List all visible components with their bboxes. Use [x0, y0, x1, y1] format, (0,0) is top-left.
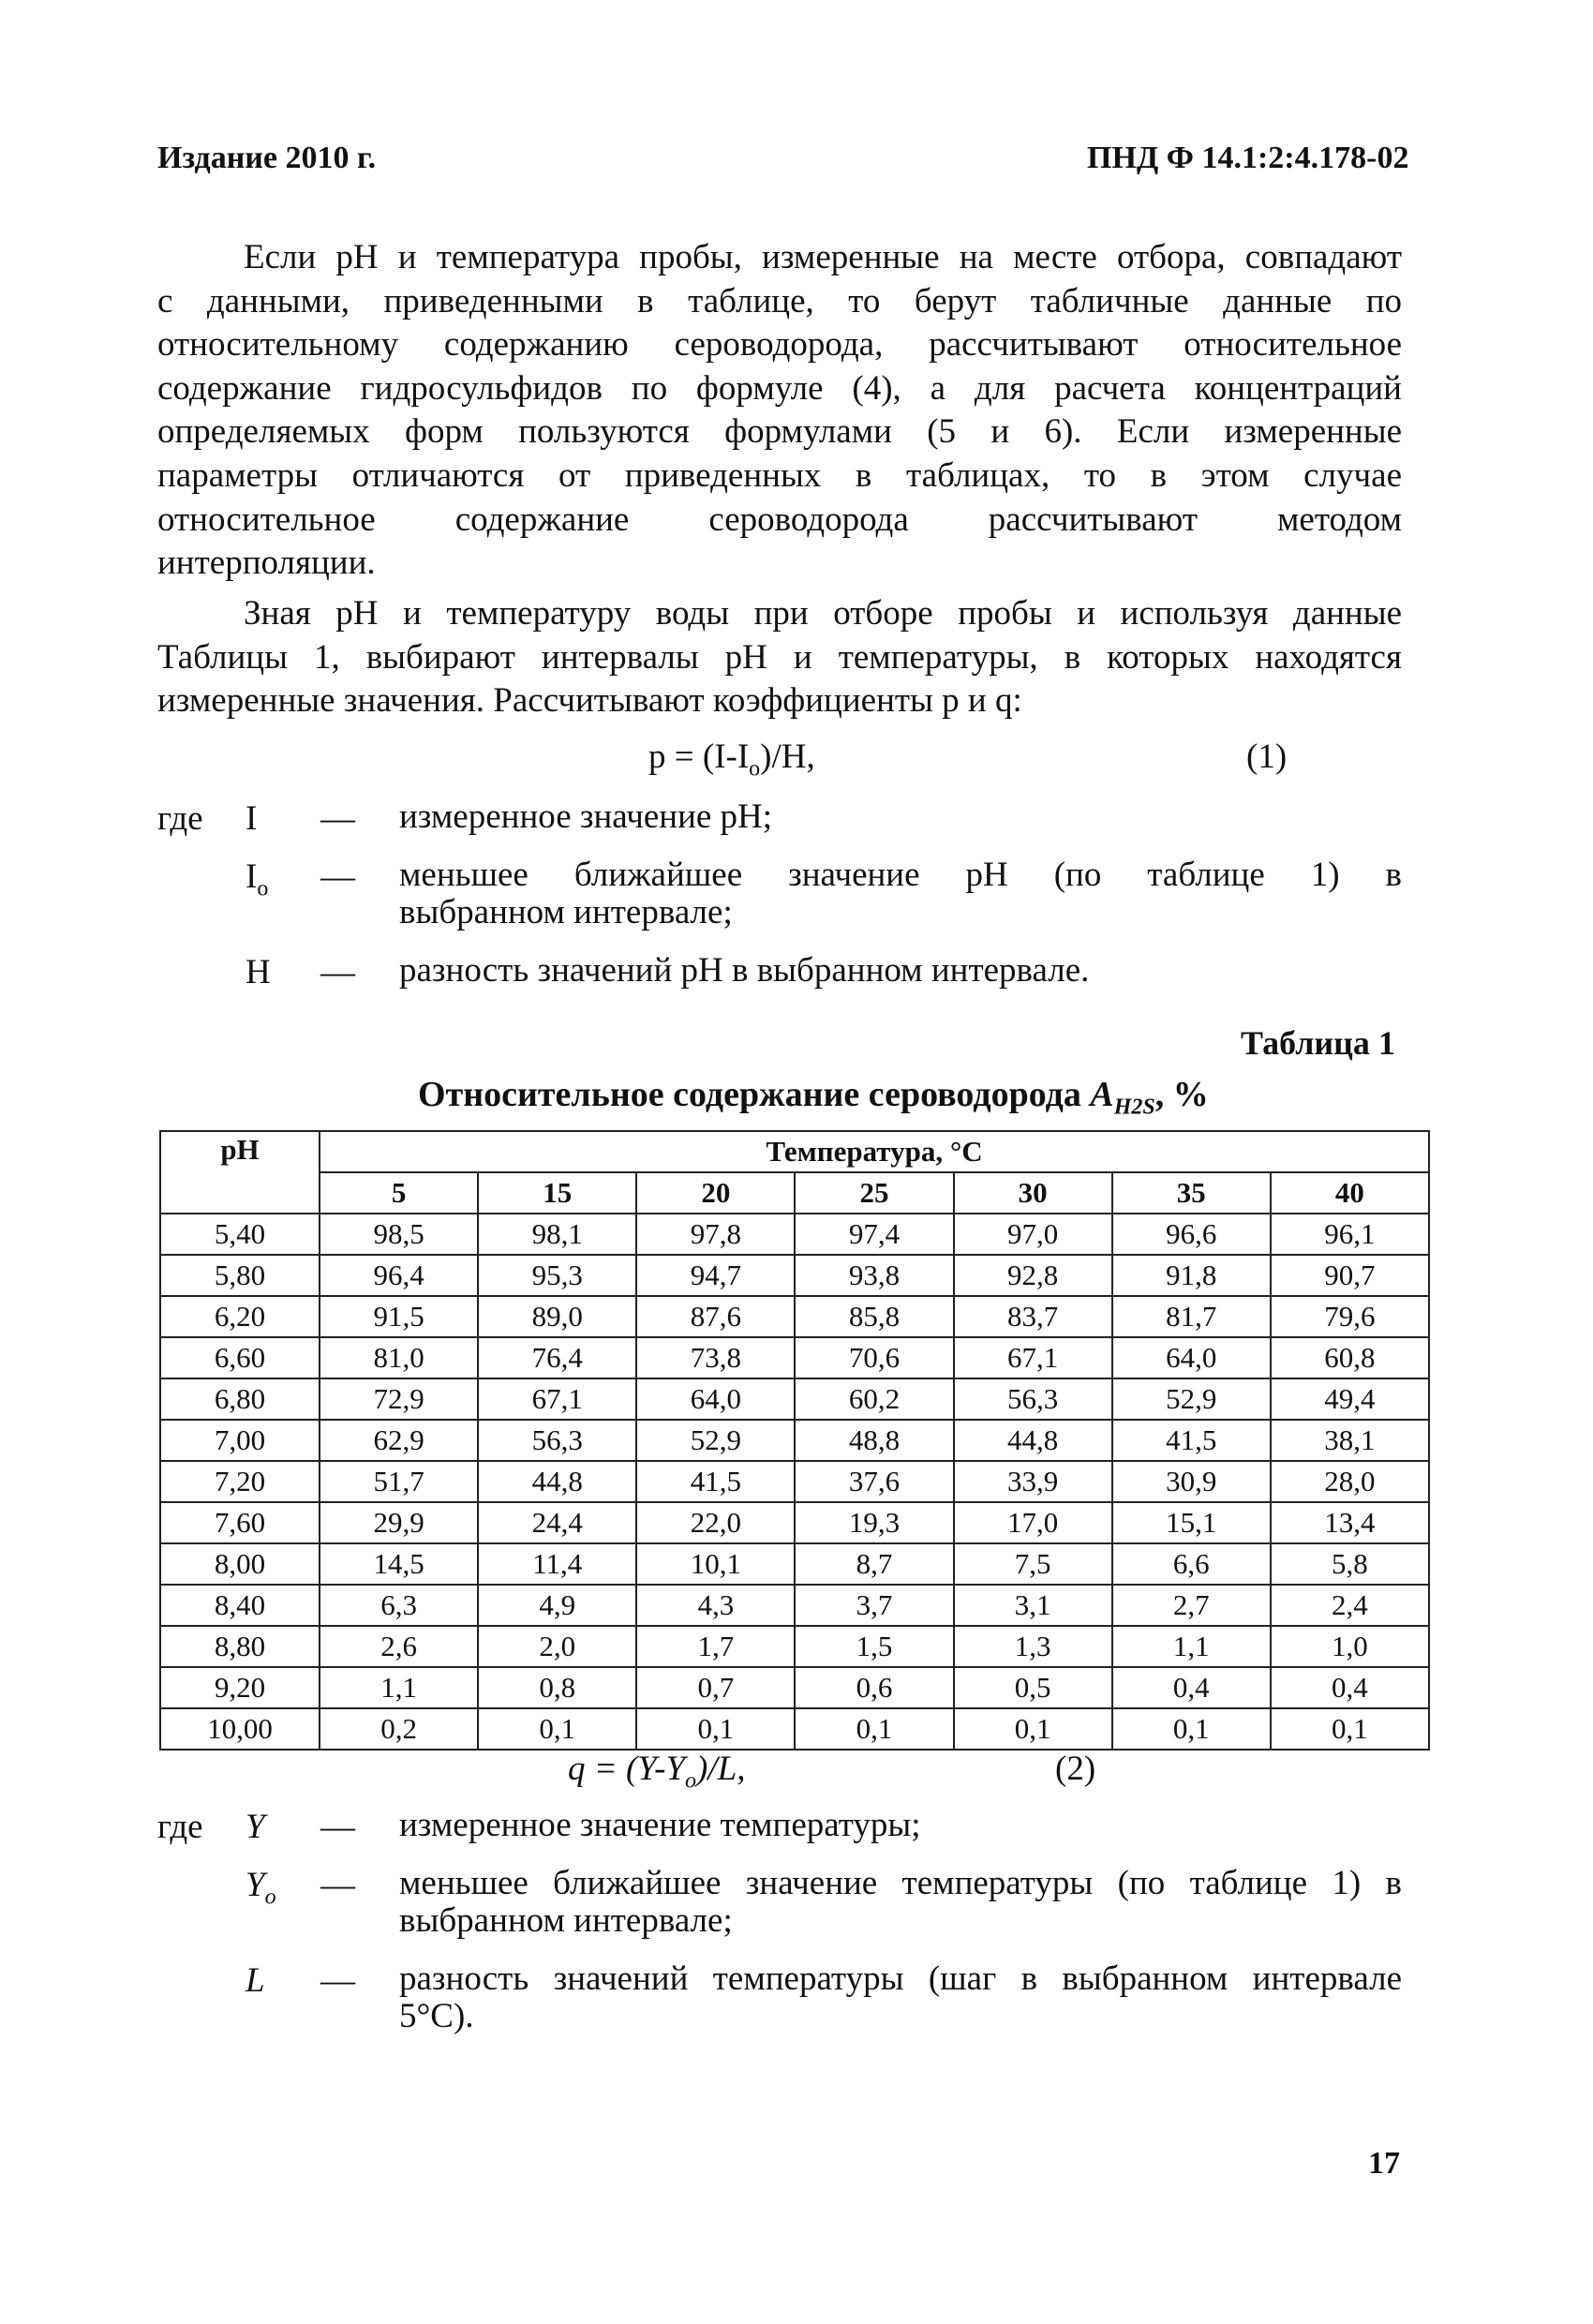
value-cell: 24,4: [478, 1502, 636, 1543]
definition-dash: —: [320, 1961, 355, 2000]
definition-dash: —: [320, 857, 355, 896]
value-cell: 0,7: [636, 1667, 795, 1708]
value-cell: 7,5: [954, 1543, 1112, 1585]
table-row: [160, 1420, 1429, 1461]
value-cell: 85,8: [795, 1296, 953, 1337]
definition-symbol: $I_o$: [246, 857, 269, 901]
definition-text: измеренное значение температуры;: [399, 1806, 921, 1844]
edition-label: Издание 2010 г.: [157, 141, 377, 175]
ph-cell: 9,20: [160, 1667, 320, 1708]
paragraph-line: с данными, приведенными в таблице, то берут табличные данные по: [157, 281, 1402, 320]
value-cell: 49,4: [1271, 1378, 1429, 1420]
value-cell: 97,8: [636, 1214, 795, 1255]
where-label-2: где: [157, 1808, 203, 1846]
value-cell: 0,5: [954, 1667, 1112, 1708]
value-cell: 41,5: [636, 1461, 795, 1502]
value-cell: 6,3: [320, 1585, 478, 1626]
definition-dash: —: [320, 799, 355, 838]
value-cell: 70,6: [795, 1337, 953, 1378]
formula-q-number: (2): [1055, 1750, 1096, 1788]
table-row: [160, 1337, 1429, 1378]
table-label: Таблица 1: [1241, 1024, 1395, 1062]
temperature-header-cell: 25: [795, 1172, 953, 1214]
value-cell: 98,1: [478, 1214, 636, 1255]
paragraph-line: Зная pH и температуру воды при отборе пробы и используя данные: [244, 594, 1402, 633]
table-row: [160, 1255, 1429, 1296]
document-code: ПНД Ф 14.1:2:4.178-02: [1087, 141, 1409, 175]
value-cell: 97,0: [954, 1214, 1112, 1255]
value-cell: 1,5: [795, 1626, 953, 1667]
temperature-header-cell: 30: [954, 1172, 1112, 1214]
value-cell: 10,1: [636, 1543, 795, 1585]
definition-text: разность значений pH в выбранном интервале.: [399, 951, 1090, 990]
value-cell: 29,9: [320, 1502, 478, 1543]
value-cell: 62,9: [320, 1420, 478, 1461]
value-cell: 14,5: [320, 1543, 478, 1585]
definition-symbol: $Y_o$: [246, 1866, 276, 1910]
value-cell: 2,0: [478, 1626, 636, 1667]
ph-cell: 6,80: [160, 1378, 320, 1420]
value-cell: 5,8: [1271, 1543, 1429, 1585]
value-cell: 0,8: [478, 1667, 636, 1708]
value-cell: 92,8: [954, 1255, 1112, 1296]
value-cell: 52,9: [636, 1420, 795, 1461]
value-cell: 56,3: [478, 1420, 636, 1461]
h2s-content-table: [159, 1130, 1430, 1750]
value-cell: 83,7: [954, 1296, 1112, 1337]
value-cell: 95,3: [478, 1255, 636, 1296]
value-cell: 96,1: [1271, 1214, 1429, 1255]
value-cell: 98,5: [320, 1214, 478, 1255]
value-cell: 1,1: [320, 1667, 478, 1708]
value-cell: 1,3: [954, 1626, 1112, 1667]
value-cell: 0,6: [795, 1667, 953, 1708]
definition-text: меньшее ближайшее значение температуры (по таблице 1) в: [399, 1864, 1402, 1902]
ph-cell: 8,80: [160, 1626, 320, 1667]
value-cell: 96,6: [1112, 1214, 1271, 1255]
value-cell: 0,1: [1271, 1708, 1429, 1750]
definition-dash: —: [320, 1866, 355, 1904]
value-cell: 0,1: [1112, 1708, 1271, 1750]
ph-cell: 7,00: [160, 1420, 320, 1461]
value-cell: 44,8: [478, 1461, 636, 1502]
temperature-header-cell: 15: [478, 1172, 636, 1214]
ph-cell: 7,20: [160, 1461, 320, 1502]
value-cell: 41,5: [1112, 1420, 1271, 1461]
value-cell: 19,3: [795, 1502, 953, 1543]
temperature-header-cell: 40: [1271, 1172, 1429, 1214]
formula-q: $q = (Y-Y_o)/L$,: [568, 1750, 746, 1794]
definition-text: разность значений температуры (шаг в выбранном интервале: [399, 1959, 1402, 1998]
value-cell: 79,6: [1271, 1296, 1429, 1337]
value-cell: 76,4: [478, 1337, 636, 1378]
value-cell: 2,4: [1271, 1585, 1429, 1626]
value-cell: 89,0: [478, 1296, 636, 1337]
value-cell: 73,8: [636, 1337, 795, 1378]
ph-cell: 7,60: [160, 1502, 320, 1543]
value-cell: 0,1: [478, 1708, 636, 1750]
ph-cell: 8,40: [160, 1585, 320, 1626]
table-row: [160, 1585, 1429, 1626]
value-cell: 3,1: [954, 1585, 1112, 1626]
definition-symbol: Y: [246, 1808, 265, 1846]
paragraph-line: интерполяции.: [157, 544, 376, 583]
value-cell: 90,7: [1271, 1255, 1429, 1296]
value-cell: 56,3: [954, 1378, 1112, 1420]
value-cell: 0,4: [1271, 1667, 1429, 1708]
value-cell: 94,7: [636, 1255, 795, 1296]
value-cell: 96,4: [320, 1255, 478, 1296]
value-cell: 0,1: [954, 1708, 1112, 1750]
value-cell: 28,0: [1271, 1461, 1429, 1502]
table-row: [160, 1214, 1429, 1255]
value-cell: 30,9: [1112, 1461, 1271, 1502]
value-cell: 93,8: [795, 1255, 953, 1296]
paragraph-interpolation: [157, 236, 1402, 586]
paragraph-line: определяемых форм пользуются формулами (5 и 6). Если измеренные: [157, 412, 1402, 452]
ph-cell: 10,00: [160, 1708, 320, 1750]
value-cell: 38,1: [1271, 1420, 1429, 1461]
value-cell: 0,1: [636, 1708, 795, 1750]
value-cell: 6,6: [1112, 1543, 1271, 1585]
definition-symbol: H: [246, 953, 271, 991]
paragraph-line: измеренные значения. Рассчитывают коэффициенты p и q:: [157, 681, 1022, 721]
value-cell: 1,1: [1112, 1626, 1271, 1667]
value-cell: 4,3: [636, 1585, 795, 1626]
value-cell: 17,0: [954, 1502, 1112, 1543]
temperature-header-cell: 20: [636, 1172, 795, 1214]
value-cell: 64,0: [1112, 1337, 1271, 1378]
value-cell: 64,0: [636, 1378, 795, 1420]
paragraph-line: относительному содержанию сероводорода, рассчитывают относительное: [157, 325, 1402, 365]
definition-text: меньшее ближайшее значение pH (по таблице 1) в: [399, 856, 1402, 894]
definition-text: 5°С).: [399, 1997, 474, 2035]
table-title: Относительное содержание сероводорода $A_{H2S}$, %: [418, 1075, 1209, 1120]
value-cell: 15,1: [1112, 1502, 1271, 1543]
value-cell: 8,7: [795, 1543, 953, 1585]
paragraph-line: содержание гидросульфидов по формуле (4), а для расчета концентраций: [157, 368, 1402, 408]
table-row: [160, 1461, 1429, 1502]
value-cell: 87,6: [636, 1296, 795, 1337]
value-cell: 1,0: [1271, 1626, 1429, 1667]
definition-text: измеренное значение pH;: [399, 797, 773, 836]
table-row: [160, 1296, 1429, 1337]
value-cell: 81,7: [1112, 1296, 1271, 1337]
value-cell: 33,9: [954, 1461, 1112, 1502]
ph-cell: 6,60: [160, 1337, 320, 1378]
value-cell: 37,6: [795, 1461, 953, 1502]
value-cell: 52,9: [1112, 1378, 1271, 1420]
value-cell: 3,7: [795, 1585, 953, 1626]
where-label: где: [157, 799, 203, 838]
value-cell: 67,1: [954, 1337, 1112, 1378]
definition-text: выбранном интервале;: [399, 893, 733, 931]
value-cell: 72,9: [320, 1378, 478, 1420]
definition-dash: —: [320, 953, 355, 991]
ph-cell: 6,20: [160, 1296, 320, 1337]
page-number: 17: [1368, 2146, 1400, 2181]
table-row: [160, 1708, 1429, 1750]
value-cell: 0,4: [1112, 1667, 1271, 1708]
value-cell: 81,0: [320, 1337, 478, 1378]
value-cell: 44,8: [954, 1420, 1112, 1461]
paragraph-line: параметры отличаются от приведенных в таблицах, то в этом случае: [157, 455, 1402, 495]
value-cell: 11,4: [478, 1543, 636, 1585]
definition-symbol: L: [246, 1961, 265, 2000]
value-cell: 4,9: [478, 1585, 636, 1626]
value-cell: 91,5: [320, 1296, 478, 1337]
temperature-column-header: Температура, °С: [320, 1131, 1429, 1172]
value-cell: 97,4: [795, 1214, 953, 1255]
table-row: [160, 1502, 1429, 1543]
paragraph-coefficients: [157, 592, 1402, 723]
ph-cell: 5,80: [160, 1255, 320, 1296]
ph-column-header: pH: [160, 1131, 320, 1214]
paragraph-line: Таблицы 1, выбирают интервалы pH и температуры, в которых находятся: [157, 637, 1402, 677]
value-cell: 60,2: [795, 1378, 953, 1420]
temperature-header-cell: 35: [1112, 1172, 1271, 1214]
table-row: [160, 1667, 1429, 1708]
value-cell: 51,7: [320, 1461, 478, 1502]
value-cell: 13,4: [1271, 1502, 1429, 1543]
value-cell: 2,6: [320, 1626, 478, 1667]
value-cell: 0,1: [795, 1708, 953, 1750]
ph-cell: 5,40: [160, 1214, 320, 1255]
value-cell: 48,8: [795, 1420, 953, 1461]
value-cell: 22,0: [636, 1502, 795, 1543]
table-row: [160, 1543, 1429, 1585]
value-cell: 2,7: [1112, 1585, 1271, 1626]
definition-text: выбранном интервале;: [399, 1901, 733, 1940]
ph-cell: 8,00: [160, 1543, 320, 1585]
paragraph-line: Если pH и температура пробы, измеренные на месте отбора, совпадают: [244, 238, 1402, 276]
definition-dash: —: [320, 1808, 355, 1846]
value-cell: 60,8: [1271, 1337, 1429, 1378]
value-cell: 0,2: [320, 1708, 478, 1750]
table-row: [160, 1626, 1429, 1667]
definition-symbol: I: [246, 799, 258, 838]
value-cell: 67,1: [478, 1378, 636, 1420]
value-cell: 1,7: [636, 1626, 795, 1667]
formula-p: $p = (I-I_o)/H$,: [648, 737, 815, 782]
formula-p-number: (1): [1246, 737, 1288, 776]
value-cell: 91,8: [1112, 1255, 1271, 1296]
temperature-header-cell: 5: [320, 1172, 478, 1214]
table-row: [160, 1378, 1429, 1420]
paragraph-line: относительное содержание сероводорода рассчитывают методом: [157, 499, 1402, 539]
